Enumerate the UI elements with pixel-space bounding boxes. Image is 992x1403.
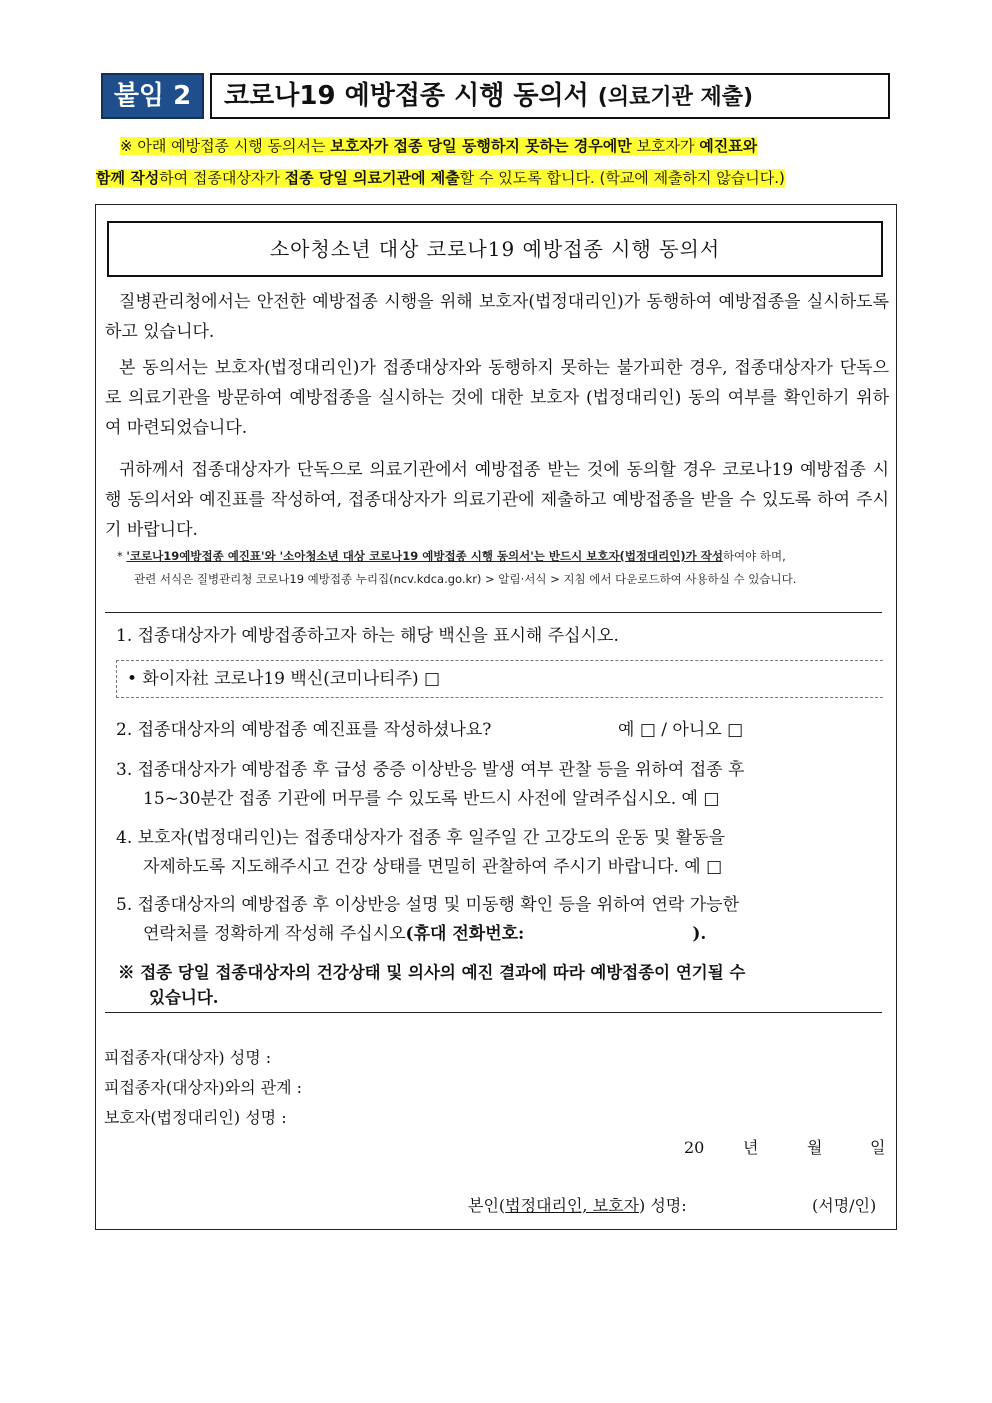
notice-text: 하여 접종대상자가 bbox=[159, 169, 285, 187]
signature-line bbox=[468, 1191, 687, 1221]
question-5 bbox=[116, 891, 884, 949]
note-line-1 bbox=[117, 545, 889, 568]
question-3-line-2[interactable]: 15~30분간 접종 기관에 머무를 수 있도록 반드시 사전에 알려주십시오. 예 □ bbox=[143, 789, 720, 809]
date-day-unit: 일 bbox=[870, 1138, 886, 1157]
subject-name-label: 피접종자(대상자) 성명 : bbox=[104, 1048, 272, 1067]
notice-text: 보호자가 bbox=[631, 137, 700, 155]
question-3-line-1: 3. 접종대상자가 예방접종 후 급성 중증 이상반응 발생 여부 관찰 등을 위하여 접종 후 bbox=[116, 760, 745, 780]
form-title: 소아청소년 대상 코로나19 예방접종 시행 동의서 bbox=[107, 221, 883, 277]
question-5-text: 연락처를 정확하게 작성해 주십시오 bbox=[143, 924, 406, 944]
question-5-line-2 bbox=[116, 920, 884, 949]
notice-bold: 접종 당일 의료기관에 제출 bbox=[284, 169, 460, 187]
notice-text: ※ 아래 예방접종 시행 동의서는 bbox=[120, 137, 331, 155]
notice-text: 할 수 있도록 합니다. (학교에 제출하지 않습니다.) bbox=[459, 169, 785, 187]
signature-text: ) 성명: bbox=[638, 1196, 687, 1215]
notice-line-2 bbox=[96, 162, 896, 194]
question-4 bbox=[116, 824, 884, 882]
question-3 bbox=[116, 756, 884, 814]
signature-underlined: 법정대리인, 보호자 bbox=[505, 1196, 639, 1215]
note-line-2: 관련 서식은 질병관리청 코로나19 예방접종 누리집(ncv.kdca.go.kr) > 알림·서식 > 지침 에서 다운로드하여 사용하실 수 있습니다. bbox=[134, 572, 797, 586]
phone-close: ). bbox=[692, 924, 707, 944]
note-mark: * bbox=[117, 549, 127, 563]
note-text: 하여야 하며, bbox=[722, 549, 786, 563]
subject-relation-label: 피접종자(대상자)와의 관계 : bbox=[104, 1078, 303, 1097]
paragraph-2: 본 동의서는 보호자(법정대리인)가 접종대상자와 동행하지 못하는 불가피한 경우, 접종대상자가 단독으로 의료기관을 방문하여 예방접종을 실시하는 것에 대한 보호자 (법정대리인) 동의 여부를 확인하기 위하여 마련되었습니다. bbox=[105, 358, 889, 438]
question-4-line-1: 4. 보호자(법정대리인)는 접종대상자가 접종 후 일주일 간 고강도의 운동 및 활동을 bbox=[116, 828, 726, 848]
note-emphasis: '코로나19예방접종 예진표'와 '소아청소년 대상 코로나19 예방접종 시행 동의서'는 반드시 보호자(법정대리인)가 작성 bbox=[126, 549, 723, 563]
date-year-unit: 년 bbox=[743, 1138, 759, 1157]
vaccine-option[interactable]: • 화이자社 코로나19 백신(코미나티주) □ bbox=[116, 660, 883, 698]
signature-seal[interactable]: (서명/인) bbox=[812, 1196, 877, 1215]
divider bbox=[105, 1012, 882, 1013]
paragraph-3: 귀하께서 접종대상자가 단독으로 의료기관에서 예방접종 받는 것에 동의할 경우 코로나19 예방접종 시행 동의서와 예진표를 작성하여, 접종대상자가 의료기관에 제출하고 예방접종을 받을 수 있도록 하여 주시기 바랍니다. bbox=[105, 460, 889, 540]
date-year: 20 bbox=[684, 1138, 705, 1157]
warning bbox=[118, 960, 876, 1010]
warning-line-1: ※ 접종 당일 접종대상자의 건강상태 및 의사의 예진 결과에 따라 예방접종이 연기될 수 bbox=[118, 963, 746, 982]
question-2 bbox=[116, 716, 884, 745]
date-month-unit: 월 bbox=[807, 1138, 823, 1157]
document-title-sub: (의료기관 제출) bbox=[597, 85, 754, 110]
divider bbox=[105, 612, 882, 613]
signature-text: 본인( bbox=[468, 1196, 506, 1215]
notice-bold: 보호자가 접종 당일 동행하지 못하는 경우에만 bbox=[330, 137, 632, 155]
question-5-line-1: 5. 접종대상자의 예방접종 후 이상반응 설명 및 미동행 확인 등을 위하여 연락 가능한 bbox=[116, 895, 739, 915]
question-4-line-2[interactable]: 자제하도록 지도해주시고 건강 상태를 면밀히 관찰하여 주시기 바랍니다. 예 □ bbox=[143, 857, 723, 877]
question-1: 1. 접종대상자가 예방접종하고자 하는 해당 백신을 표시해 주십시오. bbox=[116, 626, 619, 646]
paragraph-1: 질병관리청에서는 안전한 예방접종 시행을 위해 보호자(법정대리인)가 동행하여 예방접종을 실시하도록 하고 있습니다. bbox=[105, 292, 889, 342]
notice-bold: 예진표와 bbox=[699, 137, 758, 155]
document-title bbox=[210, 73, 890, 119]
document-title-main: 코로나19 예방접종 시행 동의서 bbox=[224, 81, 589, 111]
guardian-name-label: 보호자(법정대리인) 성명 : bbox=[104, 1108, 287, 1127]
question-2-text: 2. 접종대상자의 예방접종 예진표를 작성하셨나요? bbox=[116, 720, 492, 740]
notice-bold: 함께 작성 bbox=[96, 169, 160, 187]
warning-line-2: 있습니다. bbox=[149, 988, 219, 1007]
attachment-badge: 붙임 2 bbox=[101, 73, 204, 119]
notice-line-1 bbox=[120, 130, 880, 162]
phone-label: (휴대 전화번호: bbox=[405, 924, 525, 944]
question-2-checkboxes[interactable]: 예 □ / 아니오 □ bbox=[618, 720, 744, 740]
